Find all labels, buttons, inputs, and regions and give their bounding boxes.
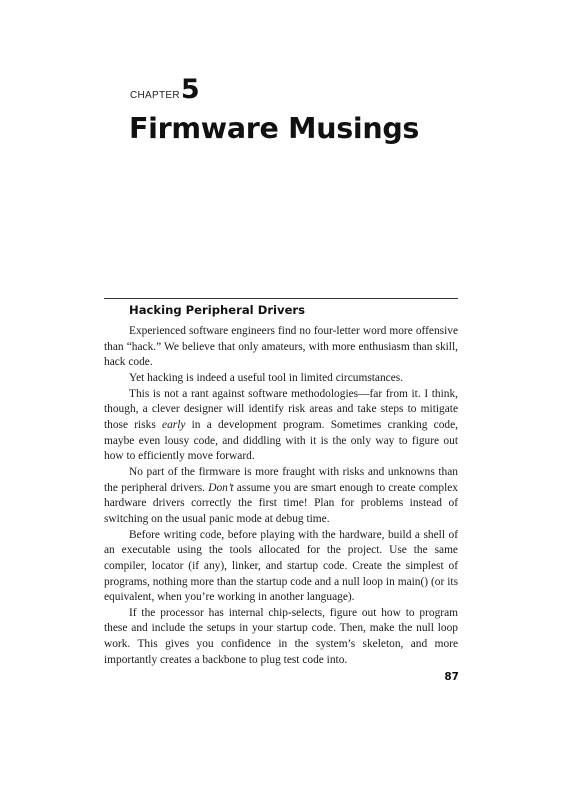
paragraph-3-part-2: in a development program. Sometimes cranking code, maybe even lousy code, and diddling with it is the only way to figure out how to efficiently move forward. [104, 418, 458, 463]
paragraph-6: If the processor has internal chip-selects, figure out how to program these and include the setups in your startup code. Then, make the null loop work. This gives you confidence in the system’s skeleton, and more importantly creates a backbone to plug test code into. [104, 606, 458, 666]
paragraph-3 [104, 387, 458, 465]
chapter-title: Firmware Musings [129, 112, 420, 145]
chapter-number: 5 [180, 74, 200, 105]
paragraph-4-emphasis: Don’t [208, 481, 234, 494]
paragraph-4-part-2: assume you are smart enough to create complex hardware drivers correctly the first time! Plan for problems instead of switching on the usual panic mode at debug time. [104, 481, 459, 525]
paragraph-2: Yet hacking is indeed a useful tool in limited circumstances. [129, 371, 404, 384]
chapter-label: CHAPTER [130, 90, 180, 101]
paragraph-4 [104, 465, 458, 528]
paragraph-1: Experienced software engineers find no four-letter word more offensive than “hack.” We believe that only amateurs, with more enthusiasm than skill, hack code. [104, 325, 458, 369]
chapter-heading [130, 74, 200, 105]
paragraph-4-part-1: No part of the firmware is more fraught with risks and unknowns than the peripheral drivers. [104, 465, 458, 494]
paragraph-3-emphasis: early [162, 418, 186, 431]
section-divider [104, 298, 458, 299]
paragraph-5: Before writing code, before playing with the hardware, build a shell of an executable using the tools allocated for the project. Use the same compiler, locator (if any), linker, and startup code. Create the simplest of programs, nothing more than the startup code and a null loop in main() (or its equivalent, when you’re working in another language). [104, 528, 458, 604]
section-heading: Hacking Peripheral Drivers [129, 303, 306, 317]
page-number: 87 [444, 671, 459, 683]
paragraph-3-part-1: This is not a rant against software methodologies—far from it. I think, though, a clever designer will identify risk areas and take steps to mitigate those risks [104, 387, 458, 431]
body-text [104, 324, 458, 668]
